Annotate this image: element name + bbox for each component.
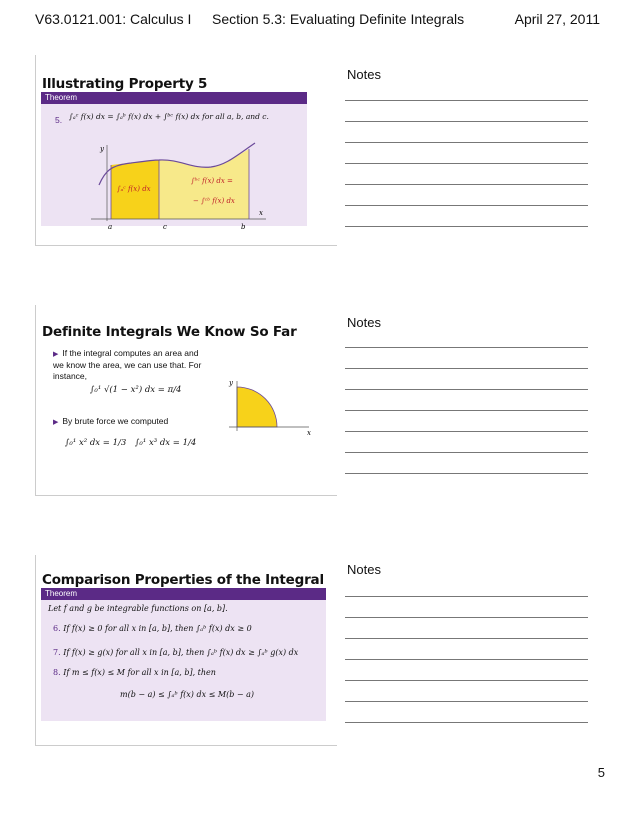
notes-line	[345, 184, 588, 185]
header-date: April 27, 2011	[514, 11, 600, 27]
notes-line	[345, 473, 588, 474]
notes-line	[345, 100, 588, 101]
header-course: V63.0121.001: Calculus I	[35, 11, 192, 27]
property-5-formula: ∫ₐᶜ f(x) dx = ∫ₐᵇ f(x) dx + ∫ᵇᶜ f(x) dx for all a, b, and c.	[69, 112, 269, 121]
theorem-label: Theorem	[41, 588, 326, 600]
notes-line	[345, 701, 588, 702]
tick-c: c	[163, 223, 167, 229]
notes-line	[345, 722, 588, 723]
notes-line	[345, 617, 588, 618]
property-8-equation: m(b − a) ≤ ∫ₐᵇ f(x) dx ≤ M(b − a)	[120, 690, 255, 699]
theorem-label: Theorem	[41, 92, 307, 104]
property-6: 6. If f(x) ≥ 0 for all x in [a, b], then ∫ₐᵇ f(x) dx ≥ 0	[53, 624, 252, 633]
property-7: 7. If f(x) ≥ g(x) for all x in [a, b], then ∫ₐᵇ f(x) dx ≥ ∫ₐᵇ g(x) dx	[53, 648, 299, 657]
notes-line	[345, 596, 588, 597]
property-5-graph	[41, 141, 307, 229]
notes-line	[345, 205, 588, 206]
notes-line	[345, 389, 588, 390]
quarter-circle-graph	[225, 375, 335, 437]
equation-x-cubed: ∫₀¹ x³ dx = 1/4	[135, 438, 197, 448]
y-label: y	[100, 145, 104, 153]
equation-x-squared: ∫₀¹ x² dx = 1/3	[65, 438, 127, 448]
slide-comparison-properties	[35, 555, 338, 747]
bullet-marker-icon: ▶	[53, 419, 59, 426]
quarter-circle-area	[237, 387, 277, 427]
notes-line	[345, 410, 588, 411]
x-label: x	[307, 429, 311, 437]
notes-line	[345, 347, 588, 348]
tick-a: a	[108, 223, 113, 229]
x-label: x	[259, 209, 263, 217]
theorem-intro: Let f and g be integrable functions on [a, b].	[48, 604, 228, 613]
notes-line	[345, 431, 588, 432]
notes-label-1: Notes	[347, 67, 381, 82]
notes-line	[345, 680, 588, 681]
notes-line	[345, 659, 588, 660]
notes-line	[345, 121, 588, 122]
tick-b: b	[241, 223, 246, 229]
property-8: 8. If m ≤ f(x) ≤ M for all x in [a, b], then	[53, 668, 216, 677]
page-number: 5	[597, 765, 605, 780]
slide-definite-integrals-so-far	[35, 305, 338, 497]
theorem-item-number: 5.	[55, 115, 63, 125]
notes-line	[345, 163, 588, 164]
right-area-label-2: − ∫ᶜᵇ f(x) dx	[193, 197, 235, 205]
header-section: Section 5.3: Evaluating Definite Integrals	[212, 11, 465, 27]
equation-quarter-circle: ∫₀¹ √(1 − x²) dx = π/4	[90, 385, 182, 395]
notes-line	[345, 142, 588, 143]
slide-title: Illustrating Property 5	[42, 76, 208, 92]
bullet-marker-icon: ▶	[53, 351, 59, 358]
notes-line	[345, 226, 588, 227]
slide-illustrating-property-5	[35, 55, 338, 247]
notes-line	[345, 452, 588, 453]
notes-line	[345, 368, 588, 369]
slide-title: Comparison Properties of the Integral	[42, 572, 324, 588]
bullet-brute-force: ▶ By brute force we computed	[53, 416, 169, 426]
right-area-label-1: ∫ᵇᶜ f(x) dx =	[191, 177, 233, 185]
left-area-label: ∫ₐᶜ f(x) dx	[117, 185, 151, 193]
notes-line	[345, 638, 588, 639]
notes-label-3: Notes	[347, 562, 381, 577]
slide-title: Definite Integrals We Know So Far	[42, 324, 297, 340]
notes-label-2: Notes	[347, 315, 381, 330]
y-label: y	[229, 379, 233, 387]
bullet-area: ▶ If the integral computes an area and we know the area, we can use that. For instance,	[53, 348, 202, 381]
